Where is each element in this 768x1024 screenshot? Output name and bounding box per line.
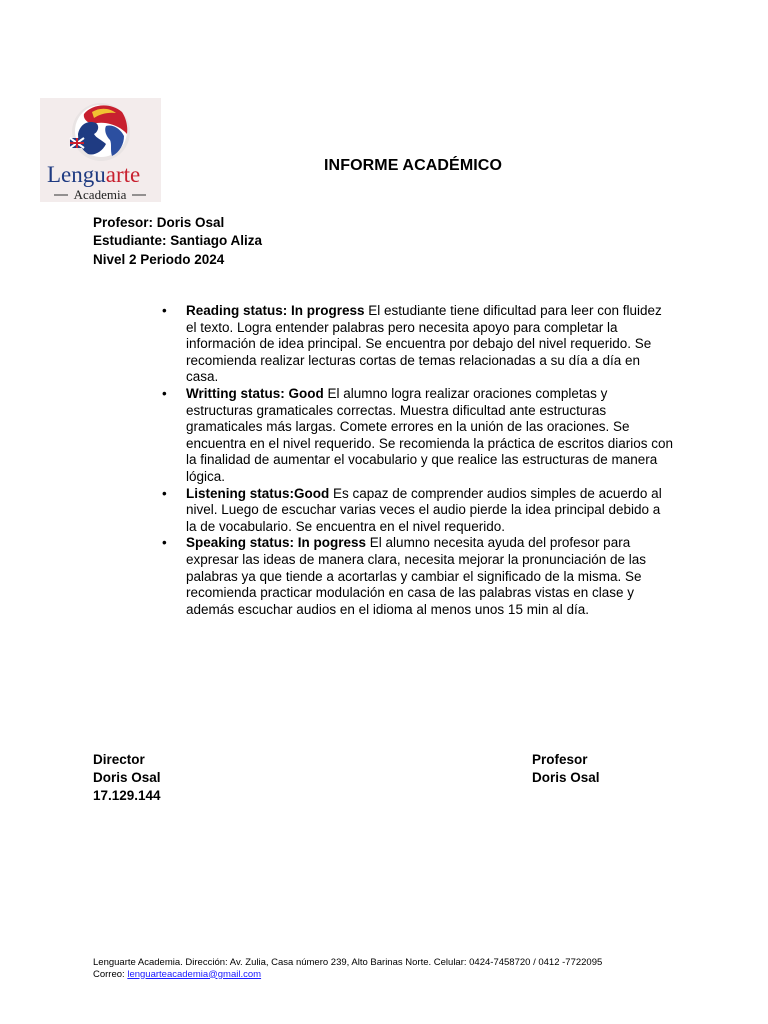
logo-graphic — [40, 98, 161, 202]
list-item-speaking — [160, 535, 674, 618]
report-meta — [93, 214, 262, 269]
status-label: Listening status:Good — [186, 485, 330, 501]
status-label: Reading status: In progress — [186, 303, 365, 318]
list-item-writing — [160, 386, 674, 486]
footer-email-label: Correo: — [93, 968, 128, 980]
student-line: Estudiante: Santiago Aliza — [93, 233, 263, 249]
bullet-icon: • — [162, 535, 167, 551]
status-list — [160, 303, 674, 618]
level-line: Nivel 2 Periodo 2024 — [93, 251, 225, 267]
brand-subtitle: Academia — [73, 187, 127, 202]
director-name: Doris Osal — [93, 770, 161, 785]
status-label: Speaking status: In pogress — [186, 535, 367, 551]
email-link[interactable]: lenguarteacademia@gmail.com — [127, 968, 262, 980]
footer-address: Lenguarte Academia. Dirección: Av. Zulia, Casa número 239, Alto Barinas Norte. Celular: 0424-7458720 / 0412 -7722095 — [93, 957, 603, 968]
teacher-name: Doris Osal — [532, 770, 600, 785]
logo — [40, 98, 161, 202]
brand-prefix: Lengu — [47, 162, 106, 187]
director-id: 17.129.144 — [93, 788, 161, 803]
teacher-role: Profesor — [532, 752, 588, 767]
brand-name — [47, 162, 140, 187]
director-signature — [93, 751, 161, 805]
page-title: INFORME ACADÉMICO — [324, 157, 502, 174]
status-text: El estudiante tiene dificultad para leer con fluidez el texto. Logra entender palabras pero necesita apoyo para completar la información de idea principal. Se encuentra por debajo del nivel requerido. Se recomienda realizar lecturas cortas de temas relacionadas a su día a día en casa. — [186, 303, 662, 385]
status-text: Es capaz de comprender audios simples de acuerdo al nivel. Luego de escuchar varias veces el audio pierde la idea principal debido a la de vocabulario. Se encuentra en el nivel requerido. — [186, 485, 662, 534]
teacher-signature — [532, 751, 600, 787]
list-item-reading — [160, 303, 674, 386]
status-text: El alumno necesita ayuda del profesor para expresar las ideas de manera clara, necesita mejorar la pronunciación de las palabras ya que tiende a acortarlas y cambiar el significado de la misma. Se recomienda practicar modulación en casa de las palabras vistas en clase y además escuchar audios en el idioma al menos unos 15 min al día. — [186, 535, 646, 617]
brand-suffix: arte — [105, 162, 141, 187]
footer-email-line — [93, 969, 602, 981]
status-label: Writting status: Good — [186, 385, 324, 401]
status-text: El alumno logra realizar oraciones completas y estructuras gramaticales correctas. Muestra dificultad ante estructuras gramaticales más largas. Comete errores en la unión de las oraciones. Se encuentra en el nivel requerido. Se recomienda la práctica de escritos diarios con la finalidad de aumentar el vocabulario y que realice las estructuras de manera lógica. — [186, 385, 674, 484]
list-item-listening — [160, 486, 674, 536]
bullet-icon: • — [162, 385, 167, 401]
bullet-icon: • — [162, 303, 167, 318]
teacher-line: Profesor: Doris Osal — [93, 215, 225, 230]
director-role: Director — [93, 752, 145, 767]
bullet-icon: • — [162, 485, 167, 501]
footer — [93, 957, 602, 980]
